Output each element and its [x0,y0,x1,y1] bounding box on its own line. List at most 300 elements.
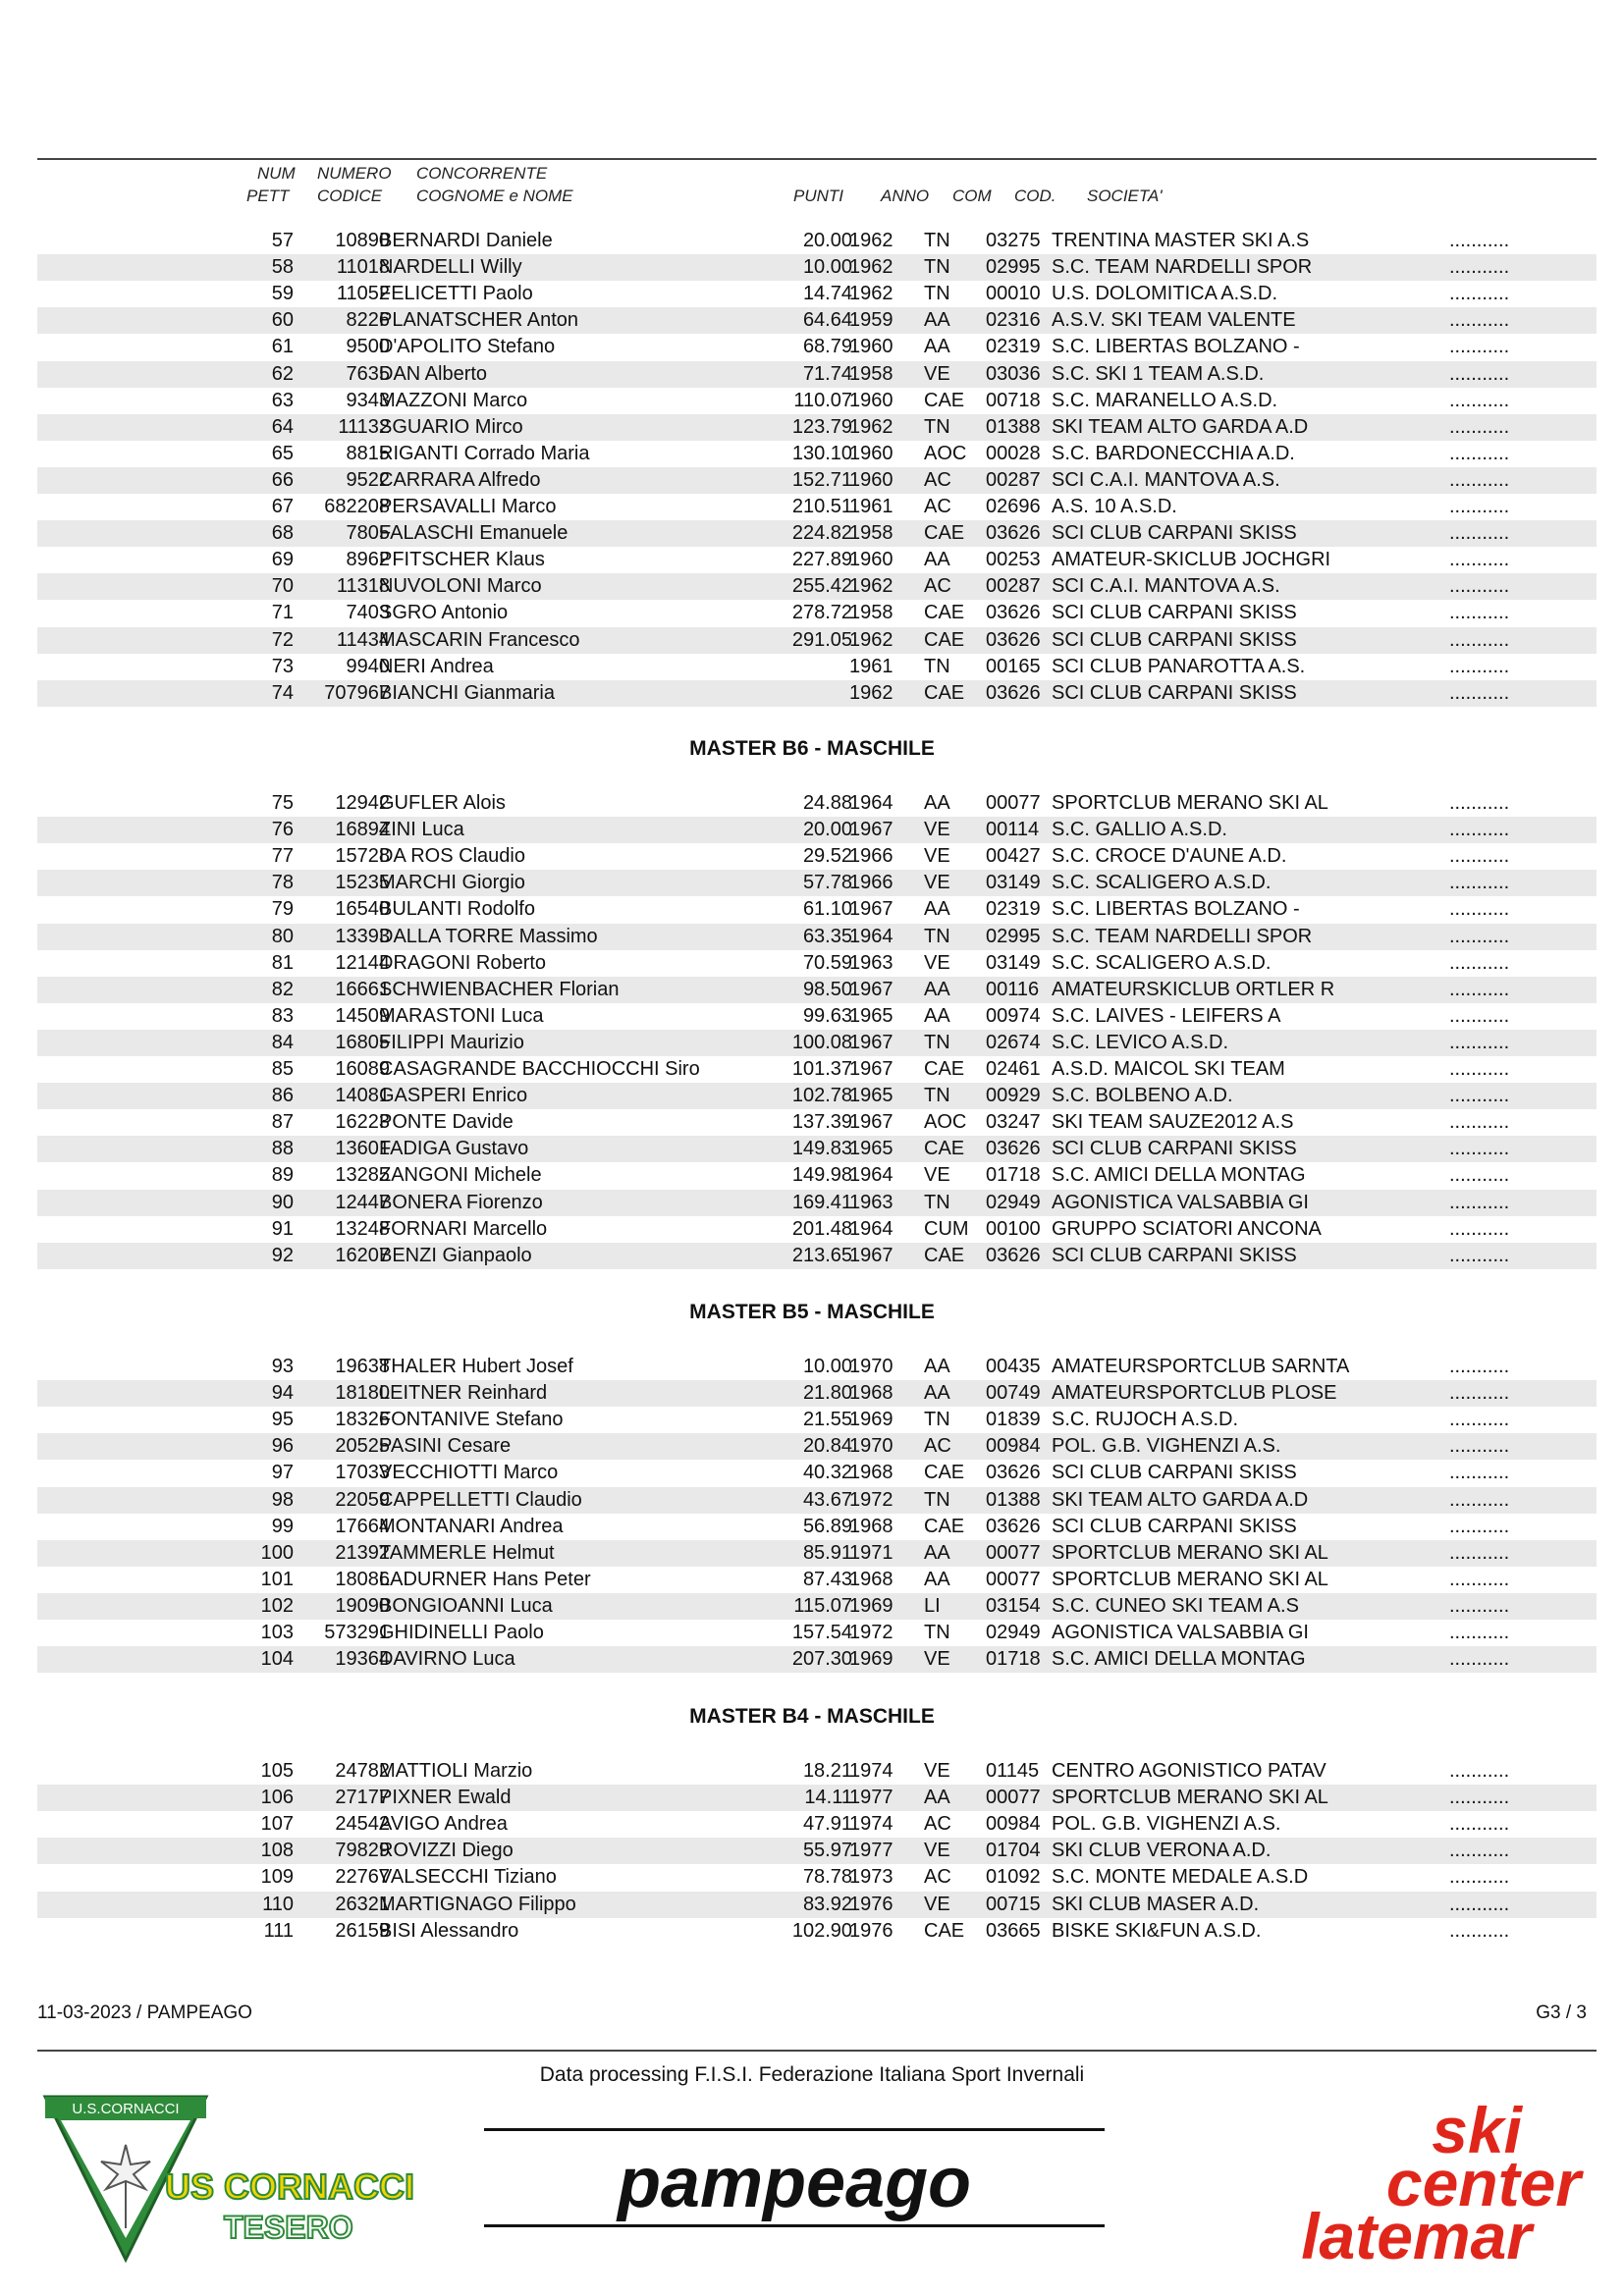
cell-codice: 13601 [335,1138,390,1160]
cell-societa: SCI CLUB CARPANI SKISS [1052,681,1297,704]
cell-pett: 59 [271,283,294,305]
cell-dots: ........... [1449,1085,1510,1107]
cell-anno: 1960 [849,336,893,358]
cell-dots: ........... [1449,415,1510,438]
cell-nome: PONTE Davide [379,1111,514,1134]
cell-societa: S.C. MARANELLO A.S.D. [1052,389,1278,411]
cell-pett: 76 [271,819,294,841]
cell-pett: 71 [271,602,294,624]
cell-codice: 19638 [335,1356,390,1377]
cell-societa: S.C. SCALIGERO A.S.D. [1052,872,1272,894]
cell-nome: GASPERI Enrico [379,1085,528,1107]
cell-dots: ........... [1449,1382,1510,1405]
cell-pett: 103 [260,1622,294,1643]
hdr-concorrente: CONCORRENTE [416,164,548,183]
cell-pett: 111 [263,1919,294,1942]
cell-dots: ........... [1449,628,1510,651]
table-row [37,1864,1597,1891]
cell-punti: 157.54 [791,1622,852,1643]
cell-societa: SPORTCLUB MERANO SKI AL [1052,1787,1328,1809]
cell-com: AA [924,1004,950,1027]
table-row [37,1838,1597,1864]
cell-pett: 73 [271,655,294,677]
cell-cod: 01718 [986,1648,1041,1671]
cell-anno: 1960 [849,549,893,571]
cell-societa: S.C. BARDONECCHIA A.D. [1052,442,1295,464]
cell-codice: 7805 [346,522,390,545]
cell-com: VE [924,845,950,868]
cell-punti: 43.67 [802,1488,852,1511]
cell-cod: 00077 [986,1541,1041,1564]
cell-punti: 149.83 [791,1138,852,1160]
cell-anno: 1960 [849,389,893,411]
cell-cod: 00715 [986,1893,1041,1915]
cell-com: CUM [924,1217,969,1240]
table-row [37,654,1597,680]
cell-anno: 1974 [849,1760,893,1782]
cell-nome: MATTIOLI Marzio [379,1760,533,1782]
cell-codice: 27177 [335,1787,390,1809]
cell-anno: 1969 [849,1648,893,1671]
table-row [37,1567,1597,1593]
hdr-numero: NUMERO [317,164,392,183]
cell-societa: AMATEURSKICLUB ORTLER R [1052,978,1335,1000]
cell-pett: 75 [271,792,294,814]
cell-pett: 106 [260,1787,294,1809]
cell-nome: LEITNER Reinhard [379,1382,548,1405]
cell-societa: AGONISTICA VALSABBIA GI [1052,1191,1309,1213]
cell-nome: LADURNER Hans Peter [379,1568,591,1590]
cell-cod: 03626 [986,628,1041,651]
cell-dots: ........... [1449,1787,1510,1809]
cell-nome: RIGANTI Corrado Maria [379,442,590,464]
cell-punti: 102.78 [791,1085,852,1107]
cell-codice: 14509 [335,1004,390,1027]
cell-nome: GUFLER Alois [379,792,506,814]
cell-cod: 03275 [986,230,1041,251]
cell-cod: 00427 [986,845,1041,868]
cell-dots: ........... [1449,336,1510,358]
svg-text:US CORNACCI: US CORNACCI [165,2166,415,2207]
cell-societa: SPORTCLUB MERANO SKI AL [1052,1541,1328,1564]
cell-punti: 14.74 [802,283,852,305]
cell-codice: 7403 [346,602,390,624]
cell-pett: 68 [271,522,294,545]
cell-punti: 56.89 [802,1515,852,1537]
cell-cod: 02949 [986,1191,1041,1213]
cell-punti: 87.43 [802,1568,852,1590]
table-row [37,950,1597,977]
table-row [37,1487,1597,1514]
cell-codice: 15728 [335,845,390,868]
cell-pett: 89 [271,1164,294,1187]
cell-anno: 1958 [849,602,893,624]
cell-pett: 81 [271,951,294,974]
cell-pett: 83 [271,1004,294,1027]
cell-dots: ........... [1449,442,1510,464]
cell-anno: 1966 [849,872,893,894]
cell-anno: 1967 [849,819,893,841]
table-row [37,790,1597,817]
cell-dots: ........... [1449,549,1510,571]
cell-codice: 9343 [346,389,390,411]
cell-punti: 78.78 [802,1866,852,1889]
cell-punti: 152.71 [791,468,852,491]
cell-punti: 102.90 [791,1919,852,1942]
cell-societa: A.S.V. SKI TEAM VALENTE [1052,309,1296,332]
hdr-punti: PUNTI [793,187,843,205]
cell-codice: 24542 [335,1813,390,1836]
cell-com: CAE [924,1919,965,1942]
cell-dots: ........... [1449,872,1510,894]
table-row [37,817,1597,843]
cell-anno: 1970 [849,1356,893,1377]
cell-dots: ........... [1449,362,1510,385]
cell-codice: 21392 [335,1541,390,1564]
cell-nome: NUVOLONI Marco [379,575,542,598]
cell-pett: 94 [271,1382,294,1405]
cell-pett: 77 [271,845,294,868]
cell-dots: ........... [1449,1111,1510,1134]
cell-codice: 19090 [335,1594,390,1617]
cell-codice: 7635 [346,362,390,385]
cell-pett: 78 [271,872,294,894]
cell-dots: ........... [1449,1191,1510,1213]
cell-cod: 02995 [986,925,1041,947]
cell-societa: SKI CLUB MASER A.D. [1052,1893,1260,1915]
cell-punti: 255.42 [791,575,852,598]
cell-codice: 11052 [336,283,390,305]
cell-nome: DAVIRNO Luca [379,1648,515,1671]
cell-com: AC [924,575,951,598]
cell-anno: 1967 [849,1058,893,1080]
table-row [37,1620,1597,1646]
cell-cod: 00929 [986,1085,1041,1107]
table-row [37,843,1597,870]
cell-societa: AMATEUR-SKICLUB JOCHGRI [1052,549,1331,571]
cell-anno: 1970 [849,1435,893,1458]
cell-cod: 00100 [986,1217,1041,1240]
cell-societa: S.C. LAIVES - LEIFERS A [1052,1004,1281,1027]
cell-codice: 16805 [335,1031,390,1053]
hdr-cognome-nome: COGNOME e NOME [416,187,573,205]
cell-anno: 1962 [849,575,893,598]
cell-nome: PFITSCHER Klaus [379,549,545,571]
table-row [37,1460,1597,1486]
cell-anno: 1962 [849,681,893,704]
cell-pett: 100 [260,1541,294,1564]
cell-com: AA [924,549,950,571]
cell-pett: 82 [271,978,294,1000]
cell-dots: ........... [1449,1760,1510,1782]
cell-codice: 11434 [336,628,390,651]
cell-com: VE [924,1648,950,1671]
cell-anno: 1963 [849,951,893,974]
top-rule [37,158,1597,160]
cell-pett: 66 [271,468,294,491]
table-row [37,254,1597,281]
cell-punti: 291.05 [791,628,852,651]
pampeago-logo [484,2120,1105,2238]
cell-pett: 61 [271,336,294,358]
cell-anno: 1973 [849,1866,893,1889]
cell-nome: ZINI Luca [379,819,464,841]
cell-com: AA [924,1541,950,1564]
cell-cod: 00435 [986,1356,1041,1377]
cell-nome: MARCHI Giorgio [379,872,525,894]
footer-page-number: G3 / 3 [1536,2002,1587,2023]
cell-dots: ........... [1449,283,1510,305]
cell-pett: 107 [260,1813,294,1836]
cell-punti: 201.48 [791,1217,852,1240]
cell-societa: SKI TEAM ALTO GARDA A.D [1052,1488,1309,1511]
cell-nome: SGRO Antonio [379,602,509,624]
cell-dots: ........... [1449,1356,1510,1377]
cell-dots: ........... [1449,1409,1510,1431]
cell-pett: 95 [271,1409,294,1431]
cell-societa: S.C. AMICI DELLA MONTAG [1052,1164,1306,1187]
cell-nome: BERNARDI Daniele [379,230,553,251]
cell-dots: ........... [1449,1462,1510,1484]
cell-pett: 60 [271,309,294,332]
cell-nome: SGUARIO Mirco [379,415,523,438]
table-row [37,1646,1597,1673]
cell-societa: SCI CLUB PANAROTTA A.S. [1052,655,1306,677]
cell-pett: 109 [260,1866,294,1889]
cell-punti: 100.08 [791,1031,852,1053]
cell-pett: 101 [260,1568,294,1590]
cell-cod: 03154 [986,1594,1041,1617]
cell-anno: 1964 [849,925,893,947]
cell-pett: 99 [271,1515,294,1537]
cell-codice: 12144 [335,951,390,974]
cell-anno: 1964 [849,1217,893,1240]
cell-cod: 01388 [986,415,1041,438]
cell-codice: 18180 [335,1382,390,1405]
cell-anno: 1960 [849,468,893,491]
cell-pett: 70 [271,575,294,598]
cell-nome: MARASTONI Luca [379,1004,544,1027]
cell-cod: 02674 [986,1031,1041,1053]
cell-punti: 85.91 [802,1541,852,1564]
cell-pett: 98 [271,1488,294,1511]
cell-punti: 14.11 [804,1787,852,1809]
cell-nome: CAPPELLETTI Claudio [379,1488,582,1511]
cell-com: AOC [924,442,967,464]
cell-nome: BULANTI Rodolfo [379,898,535,921]
cell-com: TN [924,1191,950,1213]
cell-nome: NERI Andrea [379,655,494,677]
cell-anno: 1962 [849,256,893,279]
table-row [37,1918,1597,1945]
hdr-pett: PETT [246,187,290,205]
cell-nome: MASCARIN Francesco [379,628,580,651]
cell-cod: 01388 [986,1488,1041,1511]
cell-societa: AGONISTICA VALSABBIA GI [1052,1622,1309,1643]
cell-pett: 74 [271,681,294,704]
cell-societa: S.C. TEAM NARDELLI SPOR [1052,256,1313,279]
cell-nome: DA ROS Claudio [379,845,525,868]
cell-punti: 99.63 [802,1004,852,1027]
cell-nome: TAMMERLE Helmut [379,1541,555,1564]
cell-pett: 64 [271,415,294,438]
cell-codice: 11018 [336,256,390,279]
cell-punti: 55.97 [802,1840,852,1862]
cell-codice: 707967 [324,681,390,704]
cell-anno: 1960 [849,442,893,464]
table-row [37,228,1597,254]
cell-com: CAE [924,389,965,411]
cell-pett: 85 [271,1058,294,1080]
cell-dots: ........... [1449,1594,1510,1617]
cell-dots: ........... [1449,1515,1510,1537]
cell-anno: 1963 [849,1191,893,1213]
cell-punti: 207.30 [791,1648,852,1671]
cell-societa: S.C. RUJOCH A.S.D. [1052,1409,1239,1431]
cell-codice: 16223 [335,1111,390,1134]
table-row [37,870,1597,896]
cell-dots: ........... [1449,898,1510,921]
table-row [37,547,1597,573]
cell-anno: 1962 [849,415,893,438]
cell-punti: 70.59 [802,951,852,974]
cell-anno: 1968 [849,1382,893,1405]
cell-dots: ........... [1449,1058,1510,1080]
cell-punti: 224.82 [791,522,852,545]
cell-codice: 18086 [335,1568,390,1590]
cell-nome: BISI Alessandro [379,1919,519,1942]
cell-punti: 115.07 [793,1594,852,1617]
cell-nome: FORNARI Marcello [379,1217,548,1240]
cell-anno: 1968 [849,1568,893,1590]
svg-text:TESERO: TESERO [224,2210,353,2245]
cell-pett: 93 [271,1356,294,1377]
cell-societa: U.S. DOLOMITICA A.S.D. [1052,283,1278,305]
cell-anno: 1964 [849,792,893,814]
cell-nome: GHIDINELLI Paolo [379,1622,544,1643]
cell-com: TN [924,1409,950,1431]
cell-com: AA [924,978,950,1000]
cell-nome: NARDELLI Willy [379,256,522,279]
cell-punti: 64.64 [802,309,852,332]
cell-societa: SCI CLUB CARPANI SKISS [1052,602,1297,624]
cell-anno: 1972 [849,1622,893,1643]
cell-nome: MARTIGNAGO Filippo [379,1893,576,1915]
cell-pett: 62 [271,362,294,385]
cell-societa: SKI TEAM ALTO GARDA A.D [1052,415,1309,438]
table-row [37,1162,1597,1189]
cell-nome: VALSECCHI Tiziano [379,1866,557,1889]
cell-nome: FADIGA Gustavo [379,1138,529,1160]
cell-codice: 79829 [335,1840,390,1862]
cell-nome: PERSAVALLI Marco [379,496,557,517]
cell-com: VE [924,1840,950,1862]
cell-societa: A.S. 10 A.S.D. [1052,496,1177,517]
cell-cod: 03149 [986,872,1041,894]
table-row [37,441,1597,467]
table-row [37,1003,1597,1030]
cell-com: CAE [924,522,965,545]
cell-codice: 16207 [335,1244,390,1266]
footer-credit: Data processing F.I.S.I. Federazione Italiana Sport Invernali [539,2063,1085,2086]
cell-anno: 1962 [849,283,893,305]
table-row [37,1109,1597,1136]
us-cornacci-logo [37,2091,450,2268]
cell-punti: 21.55 [802,1409,852,1431]
table-row [37,1190,1597,1216]
cell-com: VE [924,872,950,894]
cell-codice: 17664 [335,1515,390,1537]
cell-dots: ........... [1449,951,1510,974]
cell-cod: 03626 [986,681,1041,704]
cell-nome: VECCHIOTTI Marco [379,1462,559,1484]
cell-com: CAE [924,681,965,704]
cell-nome: BENZI Gianpaolo [379,1244,532,1266]
cell-nome: ROVIZZI Diego [379,1840,514,1862]
cell-com: VE [924,1893,950,1915]
cell-codice: 16661 [335,978,390,1000]
cell-cod: 01839 [986,1409,1041,1431]
cell-nome: D'APOLITO Stefano [379,336,556,358]
svg-text:U.S.CORNACCI: U.S.CORNACCI [72,2101,180,2117]
cell-nome: CARRARA Alfredo [379,468,541,491]
cell-anno: 1962 [849,628,893,651]
cell-punti: 20.84 [802,1435,852,1458]
table-row [37,1433,1597,1460]
cell-dots: ........... [1449,1435,1510,1458]
cell-cod: 00253 [986,549,1041,571]
cell-pett: 79 [271,898,294,921]
cell-punti: 20.00 [802,230,852,251]
cell-societa: POL. G.B. VIGHENZI A.S. [1052,1813,1281,1836]
cell-dots: ........... [1449,1217,1510,1240]
cell-dots: ........... [1449,1138,1510,1160]
cell-anno: 1962 [849,230,893,251]
cell-com: CAE [924,628,965,651]
cell-societa: SPORTCLUB MERANO SKI AL [1052,1568,1328,1590]
cell-com: TN [924,1622,950,1643]
cell-nome: DALLA TORRE Massimo [379,925,598,947]
cell-nome: PLANATSCHER Anton [379,309,579,332]
cell-codice: 9500 [346,336,390,358]
table-row [37,467,1597,494]
table-row [37,281,1597,307]
cell-anno: 1974 [849,1813,893,1836]
cell-societa: S.C. LIBERTAS BOLZANO - [1052,336,1300,358]
table-row [37,1030,1597,1056]
cell-pett: 97 [271,1462,294,1484]
cell-nome: DRAGONI Roberto [379,951,547,974]
cell-anno: 1977 [849,1787,893,1809]
cell-pett: 90 [271,1191,294,1213]
table-row [37,1056,1597,1083]
cell-com: TN [924,415,950,438]
cell-pett: 80 [271,925,294,947]
cell-anno: 1976 [849,1893,893,1915]
cell-cod: 01092 [986,1866,1041,1889]
cell-codice: 10890 [335,230,390,251]
cell-punti: 98.50 [802,978,852,1000]
cell-com: AA [924,336,950,358]
table-row [37,680,1597,707]
cell-cod: 03036 [986,362,1041,385]
cell-com: TN [924,256,950,279]
cell-cod: 01145 [986,1760,1040,1782]
hdr-codice: CODICE [317,187,383,205]
cell-com: CAE [924,602,965,624]
cell-nome: ZANGONI Michele [379,1164,542,1187]
cell-com: AA [924,1382,950,1405]
